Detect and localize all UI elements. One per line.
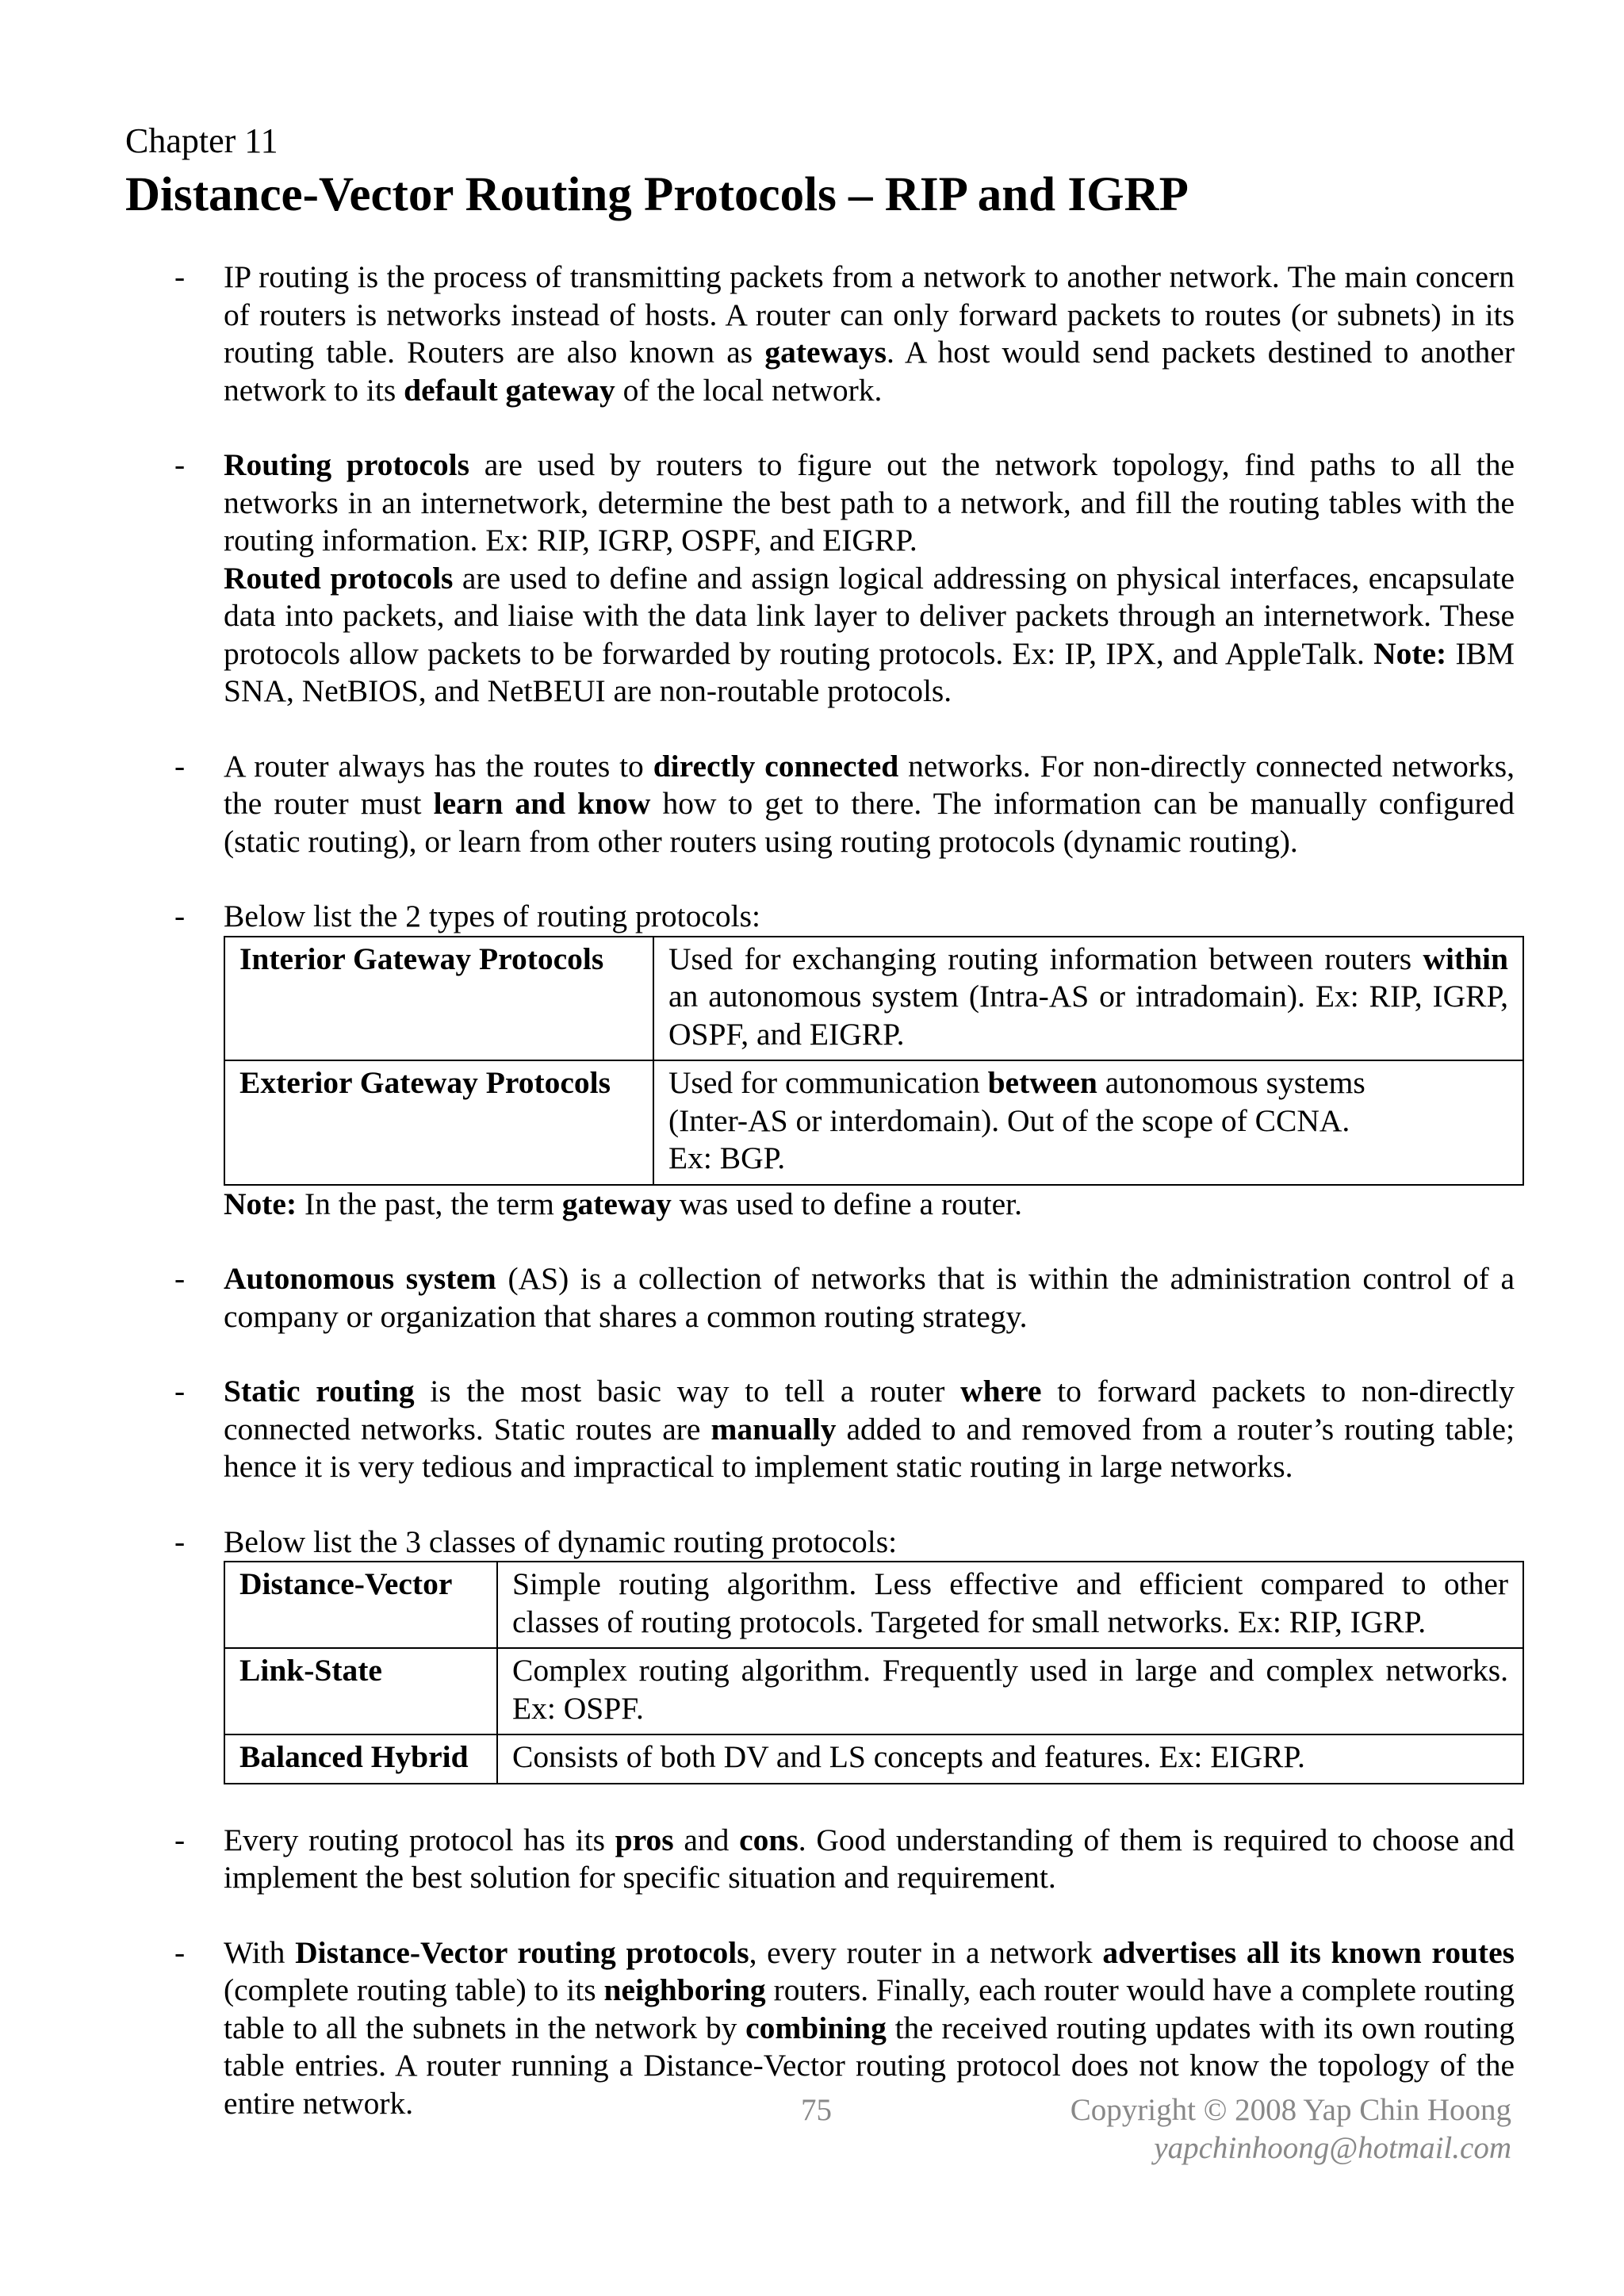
bold-term: manually xyxy=(710,1411,837,1447)
table-cell-head: Exterior Gateway Protocols xyxy=(224,1060,653,1185)
bullet-dash: - xyxy=(174,899,186,933)
text-run: was used to define a router. xyxy=(671,1186,1022,1221)
text-run: autonomous systems xyxy=(1097,1065,1365,1100)
bullet-routing-protocols xyxy=(125,447,1515,711)
bullet-dash: - xyxy=(174,1934,186,1970)
paragraph xyxy=(224,447,1515,560)
text-run: Used for exchanging routing information between routers xyxy=(668,941,1423,976)
bold-term: combining xyxy=(745,2010,887,2045)
table-cell-desc: Simple routing algorithm. Less effective and efficient compared to other classes of routing protocols. Targeted for small networks. Ex: RIP, IGRP. xyxy=(497,1562,1523,1648)
bold-term: Note: xyxy=(1373,635,1447,671)
table-note xyxy=(224,1186,1515,1224)
text-run: are used by routers to figure out the network topology, find paths to all the networks in an internetwork, determine the best path to a network, and fill the routing tables with the routing information. Ex: RIP, IGRP, OSPF, and EIGRP. xyxy=(224,447,1515,558)
table-row xyxy=(224,937,1523,1061)
bold-term: pros xyxy=(615,1822,674,1857)
text-run: an autonomous system (Intra-AS or intradomain). Ex: RIP, IGRP, OSPF, and EIGRP. xyxy=(668,979,1508,1052)
bold-term: Note: xyxy=(224,1186,297,1221)
text-run: the received routing updates with its own routing table entries. A router running a Distance-Vector routing protocol does not know the topology of the entire network. xyxy=(224,2010,1515,2121)
bullet-dash: - xyxy=(174,1261,186,1296)
text-run: networks. For non-directly connected networks, the router must xyxy=(224,748,1515,821)
bullet-pros-cons xyxy=(125,1822,1515,1897)
bold-term: Distance-Vector routing protocols xyxy=(295,1934,749,1970)
bullet-directly-connected xyxy=(125,748,1515,861)
table-cell-head: Link-State xyxy=(224,1648,497,1734)
text-run: are used to define and assign logical addressing on physical interfaces, encapsulate data into packets, and liaise with the data link layer to deliver packets through an internetwork. These protocols allow packets to be forwarded by routing protocols. Ex: IP, IPX, and AppleTalk. xyxy=(224,560,1515,671)
bold-term: Static routing xyxy=(224,1374,415,1409)
bold-term: neighboring xyxy=(603,1972,766,2007)
table-cell-head: Balanced Hybrid xyxy=(224,1734,497,1784)
text-run: how to get to there. The information can be manually configured (static routing), or learn from other routers using routing protocols (dynamic routing). xyxy=(224,786,1515,859)
table-cell-desc xyxy=(653,937,1523,1061)
table-row xyxy=(224,1562,1523,1648)
bullet-routing-protocol-types xyxy=(125,898,1515,1223)
bold-term: gateways xyxy=(764,335,887,370)
paragraph xyxy=(224,1373,1515,1486)
table-cell-head: Distance-Vector xyxy=(224,1562,497,1648)
table-row xyxy=(224,1734,1523,1784)
bullet-ip-routing xyxy=(125,259,1515,409)
paragraph xyxy=(224,748,1515,861)
table-row xyxy=(224,1060,1523,1185)
paragraph xyxy=(224,560,1515,711)
text-run: added to and removed from a router’s routing table; hence it is very tedious and impractical to implement static routing in large networks. xyxy=(224,1411,1515,1484)
bullet-dynamic-routing-classes xyxy=(125,1524,1515,1784)
bold-term: Autonomous system xyxy=(224,1261,496,1296)
text-run: Ex: BGP. xyxy=(668,1140,786,1175)
text-run: IBM SNA, NetBIOS, and NetBEUI are non-routable protocols. xyxy=(224,635,1515,708)
bullet-dash: - xyxy=(174,1374,186,1409)
page-title: Distance-Vector Routing Protocols – RIP and IGRP xyxy=(125,168,1189,221)
chapter-label: Chapter 11 xyxy=(125,121,278,160)
bullet-dash: - xyxy=(174,1822,186,1857)
bold-term: where xyxy=(960,1374,1042,1409)
bold-term: learn and know xyxy=(433,786,651,821)
body-content xyxy=(125,259,1515,2160)
table-cell-desc xyxy=(653,1060,1523,1185)
bullet-autonomous-system xyxy=(125,1260,1515,1336)
bold-term: cons xyxy=(739,1822,799,1857)
bullet-dash: - xyxy=(174,447,186,482)
bullet-static-routing xyxy=(125,1373,1515,1486)
bold-term: gateway xyxy=(561,1186,672,1221)
text-run: In the past, the term xyxy=(297,1186,562,1221)
text-run: Every routing protocol has its xyxy=(224,1822,615,1857)
text-run: to forward packets to non-directly connected networks. Static routes are xyxy=(224,1374,1515,1447)
table-intro: Below list the 2 types of routing protocols: xyxy=(224,899,760,933)
text-run: With xyxy=(224,1934,296,1970)
bold-term: within xyxy=(1423,941,1508,976)
text-run: (Inter-AS or interdomain). Out of the scope of CCNA. xyxy=(668,1102,1350,1138)
text-run: is the most basic way to tell a router xyxy=(414,1374,961,1409)
text-run: (complete routing table) to its xyxy=(224,1972,604,2007)
protocol-types-table xyxy=(224,936,1524,1186)
bold-term: Routed protocols xyxy=(224,560,454,596)
paragraph xyxy=(224,259,1515,409)
copyright-notice: Copyright © 2008 Yap Chin Hoong xyxy=(1070,2093,1511,2127)
table-row xyxy=(224,1648,1523,1734)
bold-term: Routing protocols xyxy=(224,447,469,482)
text-run: and xyxy=(673,1822,740,1857)
bold-term: default gateway xyxy=(404,372,615,408)
table-cell-desc: Consists of both DV and LS concepts and features. Ex: EIGRP. xyxy=(497,1734,1523,1784)
text-run: IP routing is the process of transmitting packets from a network to another network. The main concern of routers is networks instead of hosts. A router can only forward packets to routes (or subnets) in its routing table. Routers are also known as xyxy=(224,259,1515,370)
table-intro: Below list the 3 classes of dynamic routing protocols: xyxy=(224,1524,898,1559)
bullet-dash: - xyxy=(174,259,186,294)
paragraph xyxy=(224,1822,1515,1897)
text-run: . A host would send packets destined to another network to its xyxy=(224,335,1515,408)
paragraph xyxy=(224,1260,1515,1336)
bullet-dash: - xyxy=(174,748,186,784)
text-run: , every router in a network xyxy=(749,1934,1103,1970)
page-number: 75 xyxy=(801,2093,832,2127)
table-cell-head: Interior Gateway Protocols xyxy=(224,937,653,1061)
text-run: (AS) is a collection of networks that is within the administration control of a company or organization that shares a common routing strategy. xyxy=(224,1261,1515,1334)
bold-term: advertises all its known routes xyxy=(1102,1934,1515,1970)
text-run: routers. Finally, each router would have a complete routing table to all the subnets in the network by xyxy=(224,1972,1515,2045)
text-run: of the local network. xyxy=(615,372,883,408)
table-cell-desc: Complex routing algorithm. Frequently used in large and complex networks. Ex: OSPF. xyxy=(497,1648,1523,1734)
author-email: yapchinhoong@hotmail.com xyxy=(1154,2131,1511,2165)
text-run: A router always has the routes to xyxy=(224,748,653,784)
text-run: Used for communication xyxy=(668,1065,988,1100)
bullet-dash: - xyxy=(174,1524,186,1559)
routing-classes-table xyxy=(224,1561,1524,1784)
bold-term: between xyxy=(987,1065,1097,1100)
bold-term: directly connected xyxy=(653,748,899,784)
text-run: . Good understanding of them is required to choose and implement the best solution for specific situation and requirement. xyxy=(224,1822,1515,1895)
